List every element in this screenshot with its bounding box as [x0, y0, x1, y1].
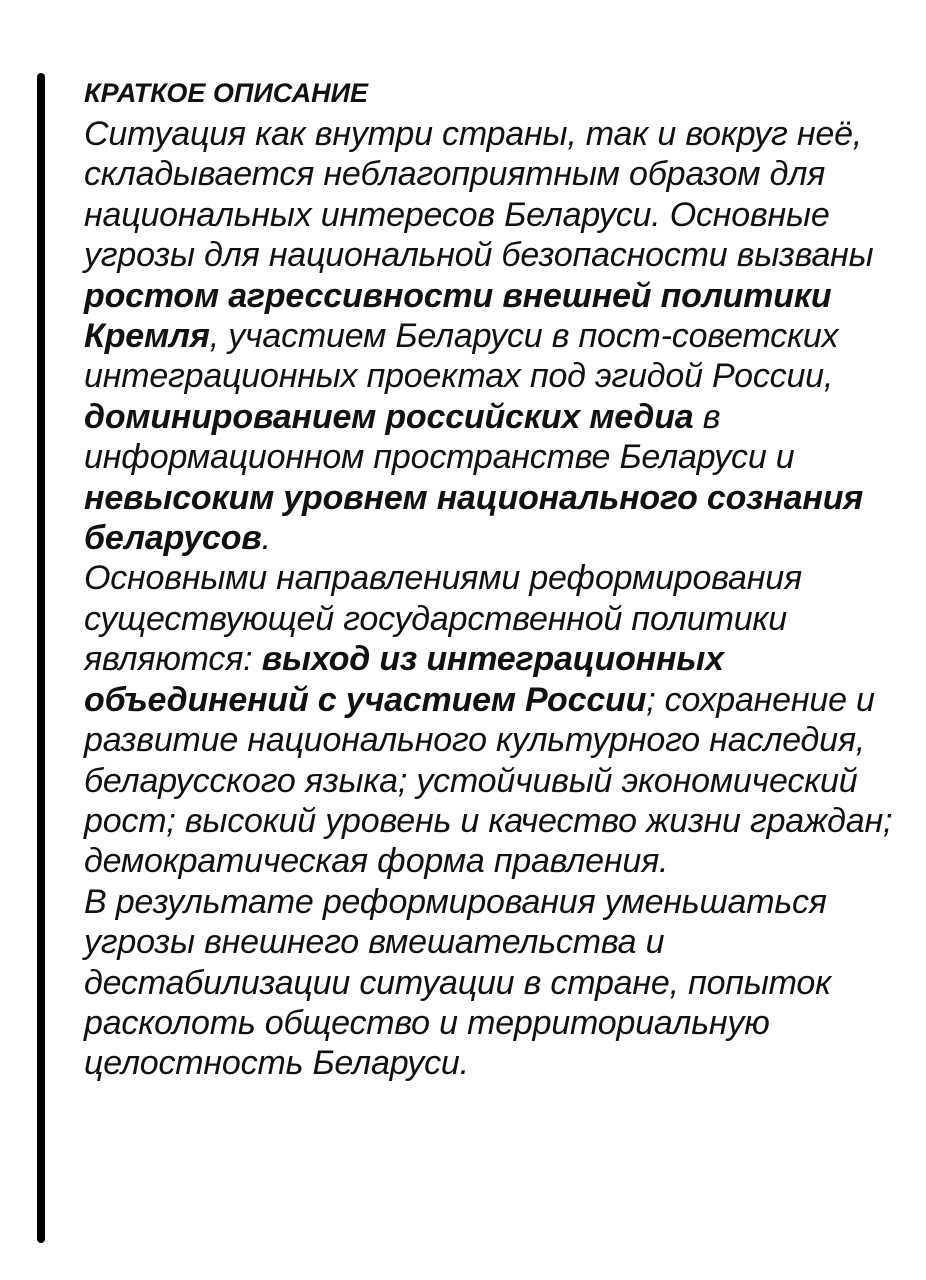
p1-bold-2: доминированием российских медиа	[84, 397, 694, 436]
p2-text-2: ; сохранение и развитие национального культурного наследия, беларусского языка; устойчивый экономический рост; высокий уровень и качество жизни граждан; демократическая форма правления.	[84, 680, 893, 881]
summary-block	[84, 74, 894, 1084]
p1-bold-3: невысоким уровнем национального сознания беларусов	[84, 478, 864, 558]
paragraph-threats	[84, 114, 894, 558]
p3-text-1: В результате реформирования уменьшаться угрозы внешнего вмешательства и дестабилизации ситуации в стране, попыток расколоть общество и территориальную целостность Беларуси.	[84, 882, 831, 1083]
p1-bold-1: ростом агрессивности внешней политики Кремля	[84, 276, 832, 356]
p1-text-3: в информационном пространстве Беларуси и	[84, 397, 795, 477]
p2-bold-1: выход из интеграционных объединений с участием России	[84, 640, 724, 719]
summary-heading: КРАТКОЕ ОПИСАНИЕ	[84, 78, 369, 108]
quote-bar	[37, 73, 45, 1243]
p1-text-4: .	[261, 519, 271, 558]
p1-text-1: Ситуация как внутри страны, так и вокруг неё, складывается неблагоприятным образом для национальных интересов Беларуси. Основные угрозы для национальной безопасности вызваны	[84, 115, 874, 275]
paragraph-directions	[84, 558, 894, 881]
p2-text-1: Основными направлениями реформирования существующей государственной политики являются:	[84, 559, 802, 679]
paragraph-result	[84, 882, 894, 1084]
p1-text-2: , участием Беларуси в пост-советских интеграционных проектах под эгидой России,	[84, 317, 839, 396]
